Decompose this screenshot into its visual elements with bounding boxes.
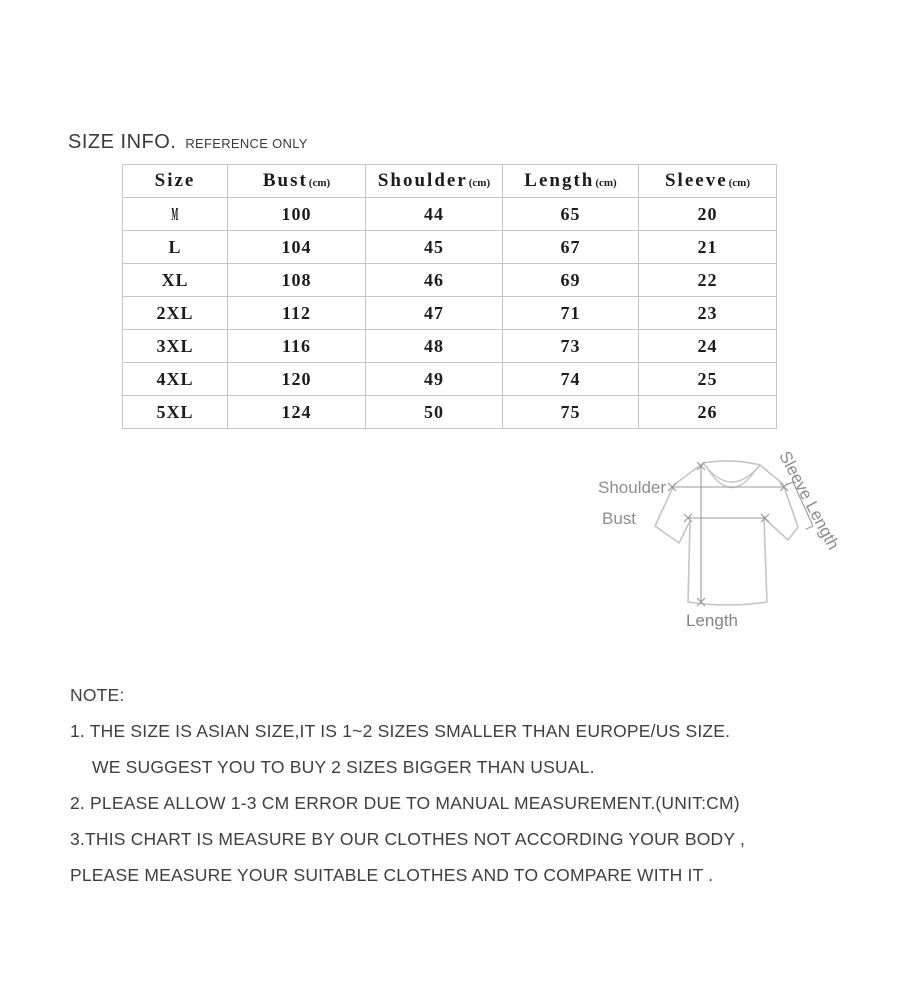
tshirt-measurement-diagram (580, 440, 880, 650)
value-cell: 120 (228, 363, 366, 396)
value-cell: 69 (503, 264, 639, 297)
note-line-5: PLEASE MEASURE YOUR SUITABLE CLOTHES AND TO COMPARE WITH IT . (70, 865, 714, 885)
value-cell: 104 (228, 231, 366, 264)
size-table-header-row (123, 165, 777, 198)
value-cell: 23 (639, 297, 777, 330)
size-cell: 4XL (123, 363, 228, 396)
notes-section (70, 677, 850, 893)
column-header-size: Size (123, 165, 228, 198)
value-cell: 20 (639, 198, 777, 231)
value-cell: 75 (503, 396, 639, 429)
page-title-main: SIZE INFO. (68, 131, 177, 153)
value-cell: 25 (639, 363, 777, 396)
size-table (122, 164, 777, 429)
size-table-header (123, 165, 777, 198)
note-line-2: WE SUGGEST YOU TO BUY 2 SIZES BIGGER THAN USUAL. (92, 757, 595, 777)
value-cell: 45 (366, 231, 503, 264)
value-cell: 46 (366, 264, 503, 297)
value-cell: 47 (366, 297, 503, 330)
value-cell: 44 (366, 198, 503, 231)
size-cell: 3XL (123, 330, 228, 363)
size-row-5xl (123, 396, 777, 429)
note-line-3: 2. PLEASE ALLOW 1-3 CM ERROR DUE TO MANUAL MEASUREMENT.(UNIT:CM) (70, 793, 740, 813)
size-cell: XL (123, 264, 228, 297)
diagram-label-bust: Bust (602, 509, 637, 528)
value-cell: 108 (228, 264, 366, 297)
size-row-4xl (123, 363, 777, 396)
value-cell: 22 (639, 264, 777, 297)
value-cell: 49 (366, 363, 503, 396)
value-cell: 71 (503, 297, 639, 330)
size-row-2xl (123, 297, 777, 330)
value-cell: 48 (366, 330, 503, 363)
notes-lines (70, 713, 850, 893)
value-cell: 74 (503, 363, 639, 396)
value-cell: 100 (228, 198, 366, 231)
size-row-3xl (123, 330, 777, 363)
size-cell: L (123, 231, 228, 264)
size-row-xl (123, 264, 777, 297)
value-cell: 24 (639, 330, 777, 363)
size-row-l (123, 231, 777, 264)
size-cell: M (123, 198, 228, 231)
column-header-shoulder: Shoulder(cm) (366, 165, 503, 198)
notes-heading: NOTE: (70, 685, 125, 705)
note-line-1: 1. THE SIZE IS ASIAN SIZE,IT IS 1~2 SIZES SMALLER THAN EUROPE/US SIZE. (70, 721, 731, 741)
size-row-m (123, 198, 777, 231)
diagram-label-length: Length (686, 611, 738, 630)
value-cell: 73 (503, 330, 639, 363)
page-title-subtitle: REFERENCE ONLY (185, 136, 308, 151)
size-cell: 2XL (123, 297, 228, 330)
page-title (68, 131, 308, 154)
collar-outline (703, 463, 760, 488)
diagram-label-sleeve-length: Sleeve Length (775, 448, 844, 553)
value-cell: 50 (366, 396, 503, 429)
tshirt-outline (655, 461, 798, 605)
size-table-body (123, 198, 777, 429)
value-cell: 21 (639, 231, 777, 264)
size-cell: 5XL (123, 396, 228, 429)
column-header-sleeve: Sleeve(cm) (639, 165, 777, 198)
value-cell: 67 (503, 231, 639, 264)
measure-x-marks (668, 462, 788, 606)
value-cell: 26 (639, 396, 777, 429)
note-line-4: 3.THIS CHART IS MEASURE BY OUR CLOTHES NOT ACCORDING YOUR BODY , (70, 829, 746, 849)
value-cell: 124 (228, 396, 366, 429)
value-cell: 112 (228, 297, 366, 330)
value-cell: 116 (228, 330, 366, 363)
diagram-label-shoulder: Shoulder (598, 478, 667, 497)
column-header-length: Length(cm) (503, 165, 639, 198)
column-header-bust: Bust(cm) (228, 165, 366, 198)
value-cell: 65 (503, 198, 639, 231)
